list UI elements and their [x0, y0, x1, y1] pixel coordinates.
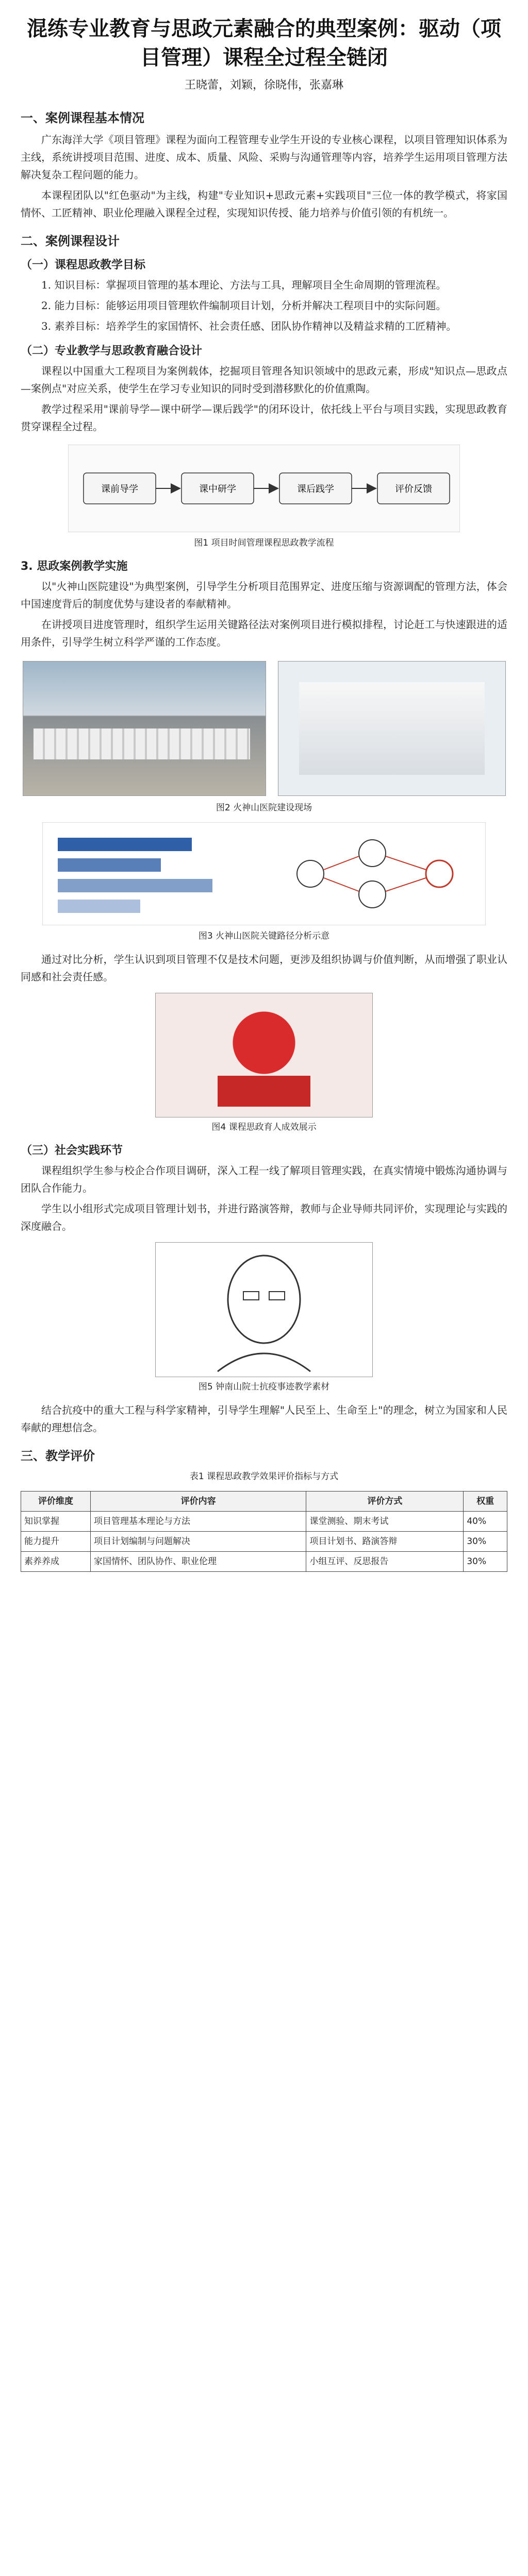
paragraph: 学生以小组形式完成项目管理计划书，并进行路演答辩，教师与企业导师共同评价，实现理论与实践的深度融合。 [21, 1202, 507, 1232]
subsection-heading: （一）课程思政教学目标 [21, 259, 146, 272]
goal-item: 1. 知识目标：掌握项目管理的基本理论、方法与工具，理解项目全生命周期的管理流程。 [41, 279, 447, 291]
figure-caption: 图4 课程思政育人成效展示 [211, 1122, 317, 1132]
figure-caption: 图1 项目时间管理课程思政教学流程 [194, 538, 334, 548]
table-header-cell: 评价方式 [306, 1492, 464, 1512]
hospital-interior-photo [278, 661, 506, 796]
construction-site-photo [23, 661, 266, 796]
section-heading-1: 一、案例课程基本情况 [21, 111, 144, 125]
table-cell: 小组互评、反思报告 [306, 1552, 464, 1572]
goal-item: 2. 能力目标：能够运用项目管理软件编制项目计划，分析并解决工程项目中的实际问题。 [41, 299, 447, 312]
subsection-heading: （三）社会实践环节 [21, 1144, 123, 1157]
svg-text:课中研学: 课中研学 [199, 484, 236, 495]
author-line: 王晓蕾，刘颖，徐晓伟，张嘉琳 [184, 79, 343, 92]
party-emblem-photo [155, 993, 373, 1117]
svg-text:评价反馈: 评价反馈 [395, 484, 432, 495]
table-row [21, 1532, 507, 1552]
teaching-flow-diagram [68, 445, 460, 532]
paragraph: 教学过程采用"课前导学—课中研学—课后践学"的闭环设计，依托线上平台与项目实践，实现思政教育贯穿课程全过程。 [21, 403, 507, 433]
svg-text:课前导学: 课前导学 [101, 484, 138, 495]
paragraph: 本课程团队以"红色驱动"为主线，构建"专业知识+思政元素+实践项目"三位一体的教学模式，将家国情怀、工匠精神、职业伦理融入课程全过程，实现知识传授、能力培养与价值引领的有机统一。 [21, 189, 507, 219]
table-row [21, 1552, 507, 1572]
article-column [21, 14, 507, 1572]
section-heading-3: 三、教学评价 [21, 1449, 95, 1463]
table-header-row [21, 1492, 507, 1512]
section-heading-2: 二、案例课程设计 [21, 234, 120, 248]
scientist-portrait-sketch [155, 1242, 373, 1377]
paragraph: 结合抗疫中的重大工程与科学家精神，引导学生理解"人民至上、生命至上"的理念，树立为国家和人民奉献的理想信念。 [21, 1404, 507, 1434]
paragraph: 在讲授项目进度管理时，组织学生运用关键路径法对案例项目进行模拟排程，讨论赶工与快速跟进的适用条件，引导学生树立科学严谨的工作态度。 [21, 618, 507, 648]
table-row [21, 1512, 507, 1532]
table-cell: 能力提升 [21, 1532, 91, 1552]
table-header-cell: 评价内容 [91, 1492, 306, 1512]
table-cell: 30% [464, 1552, 507, 1572]
figure-caption: 图5 钟南山院士抗疫事迹教学素材 [198, 1382, 330, 1392]
table-cell: 知识掌握 [21, 1512, 91, 1532]
table-header-cell: 评价维度 [21, 1492, 91, 1512]
paragraph: 课程组织学生参与校企合作项目调研，深入工程一线了解项目管理实践，在真实情境中锻炼沟通协调与团队合作能力。 [21, 1164, 507, 1194]
paragraph: 课程以中国重大工程项目为案例载体，挖掘项目管理各知识领域中的思政元素，形成"知识点—思政点—案例点"对应关系，使学生在学习专业知识的同时受到潜移默化的价值熏陶。 [21, 365, 507, 395]
flow-step [279, 473, 352, 504]
paragraph: 以"火神山医院建设"为典型案例，引导学生分析项目范围界定、进度压缩与资源调配的管理方法，体会中国速度背后的制度优势与建设者的奉献精神。 [21, 580, 507, 610]
table-cell: 项目管理基本理论与方法 [91, 1512, 306, 1532]
flow-step [182, 473, 254, 504]
table-caption: 表1 课程思政教学效果评价指标与方式 [189, 1471, 339, 1482]
table-cell: 素养养成 [21, 1552, 91, 1572]
subsection-heading: 3. 思政案例教学实施 [21, 560, 128, 573]
svg-text:课后践学: 课后践学 [297, 484, 334, 495]
critical-path-diagram [42, 822, 486, 925]
flow-step [377, 473, 450, 504]
table-cell: 项目计划编制与问题解决 [91, 1532, 306, 1552]
paragraph: 通过对比分析，学生认识到项目管理不仅是技术问题，更涉及组织协调与价值判断，从而增强了职业认同感和社会责任感。 [21, 953, 507, 983]
evaluation-table [21, 1491, 507, 1572]
figure-caption: 图3 火神山医院关键路径分析示意 [198, 931, 330, 941]
table-cell: 40% [464, 1512, 507, 1532]
table-cell: 课堂测验、期末考试 [306, 1512, 464, 1532]
paragraph: 广东海洋大学《项目管理》课程为面向工程管理专业学生开设的专业核心课程，以项目管理知识体系为主线，系统讲授项目范围、进度、成本、质量、风险、采购与沟通管理等内容，培养学生运用项目管理方法解决复杂工程问题的能力。 [21, 133, 507, 181]
table-cell: 30% [464, 1532, 507, 1552]
table-cell: 家国情怀、团队协作、职业伦理 [91, 1552, 306, 1572]
subsection-heading: （二）专业教学与思政教育融合设计 [21, 345, 203, 358]
figure-caption: 图2 火神山医院建设现场 [216, 803, 312, 813]
article-title: 混练专业教育与思政元素融合的典型案例：驱动（项目管理）课程全过程全链闭 [27, 16, 501, 70]
table-cell: 项目计划书、路演答辩 [306, 1532, 464, 1552]
goal-item: 3. 素养目标：培养学生的家国情怀、社会责任感、团队协作精神以及精益求精的工匠精神。 [41, 320, 457, 332]
flow-step [84, 473, 156, 504]
table-header-cell: 权重 [464, 1492, 507, 1512]
